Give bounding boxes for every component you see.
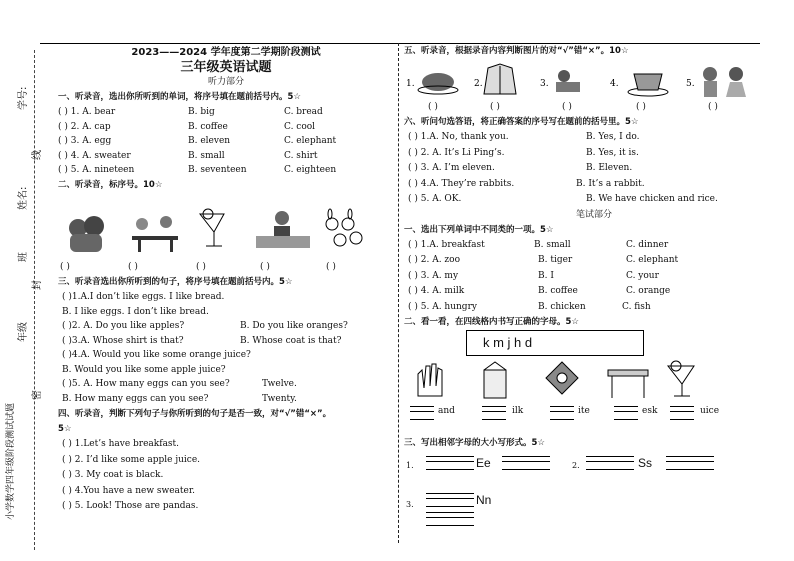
s1-row: ( ) 2. A. cap B. coffee C. cool xyxy=(58,121,316,132)
rabbits-icon xyxy=(326,209,362,246)
written-label: 笔试部分 xyxy=(575,209,612,220)
w1-row: ( ) 3. A. my B. I C. your xyxy=(408,270,659,281)
juice-icon xyxy=(668,361,694,396)
s5-num-3: 3. xyxy=(540,79,549,89)
s4-line: ( ) 3. My coat is black. xyxy=(62,470,164,480)
s3-line: ( )2. A. Do you like apples? B. Do you like oranges? xyxy=(62,321,348,331)
s4-line: ( ) 5. Look! Those are pandas. xyxy=(62,501,199,511)
s5-answer-3[interactable]: ( ) xyxy=(562,102,572,112)
s1-row: ( ) 1. A. bear B. big C. bread xyxy=(58,107,323,117)
w3-line-3b[interactable] xyxy=(426,512,474,526)
w2-suffix-2: ilk xyxy=(512,406,524,416)
column-divider xyxy=(398,43,399,543)
s6-row: ( ) 5. A. OK. B. We have chicken and rice. xyxy=(408,194,718,204)
s6-row: ( ) 4.A. They’re rabbits. B. It’s a rabbit. xyxy=(408,178,645,189)
s2-answer-1[interactable]: ( ) xyxy=(60,262,70,272)
w3-line-1a[interactable] xyxy=(426,456,474,470)
milk-carton-icon xyxy=(484,362,506,398)
w3-letters-1: Ee xyxy=(476,456,491,470)
s1-row: ( ) 3. A. egg B. eleven C. elephant xyxy=(58,136,337,146)
s2-answer-3[interactable]: ( ) xyxy=(196,262,206,272)
w2-write-line-2[interactable] xyxy=(482,406,506,420)
s6-row: ( ) 2. A. It’s Li Ping’s. B. Yes, it is. xyxy=(408,147,639,158)
section5-heading: 五、听录音，根据录音内容判断图片的对“√”错“×”。10☆ xyxy=(404,46,629,56)
s5-num-5: 5. xyxy=(686,79,695,89)
w3-line-2a[interactable] xyxy=(586,456,634,470)
section6-heading: 六、听问句选答语，将正确答案的序号写在题前的括号里。5☆ xyxy=(404,117,639,127)
breakfast-table-icon xyxy=(132,216,178,252)
left-column xyxy=(58,46,394,193)
w2-write-line-3[interactable] xyxy=(550,406,574,420)
kids-icon xyxy=(556,70,580,92)
exam-subtitle: 三年级英语试题 xyxy=(180,60,272,75)
w3-num-1: 1. xyxy=(406,461,414,470)
s5-answer-2[interactable]: ( ) xyxy=(490,102,500,112)
s5-num-2: 2. xyxy=(474,79,483,89)
binding-margin xyxy=(0,0,43,561)
listening-label: 听力部分 xyxy=(207,77,244,87)
w3-line-1b[interactable] xyxy=(502,456,550,470)
w1-row: ( ) 4. A. milk B. coffee C. orange xyxy=(408,286,671,296)
s2-answer-5[interactable]: ( ) xyxy=(326,262,336,272)
section1-rows xyxy=(58,105,394,178)
s5-answer-1[interactable]: ( ) xyxy=(428,102,438,112)
class-label: 班 xyxy=(18,252,29,262)
w2-write-line-4[interactable] xyxy=(614,406,638,420)
s6-row: ( ) 1.A. No, thank you. B. Yes, I do. xyxy=(408,132,640,142)
w2-suffix-4: esk xyxy=(642,406,658,416)
s3-line: B. Would you like some apple juice? xyxy=(62,364,226,375)
w3-letters-3: Nn xyxy=(476,493,492,507)
grade-label: 年级 xyxy=(18,322,29,342)
section4-score: 5☆ xyxy=(58,424,72,434)
s3-line: B. How many eggs can you see? Twenty. xyxy=(62,393,297,404)
s3-line: ( )3.A. Whose shirt is that? B. Whose coat is that? xyxy=(62,335,342,346)
w3-line-2b[interactable] xyxy=(666,456,714,470)
seal-mark-2: 密 xyxy=(32,390,43,400)
section6 xyxy=(404,115,784,330)
coffee-cup-icon xyxy=(628,74,668,96)
boy-girl-icon xyxy=(703,67,746,97)
s1-row: ( ) 5. A. nineteen B. seventeen C. eighteen xyxy=(58,165,337,175)
w3-letters-2: Ss xyxy=(638,456,653,470)
exam-title: 2023——2024 学年度第二学期阶段测试 xyxy=(131,47,321,58)
w2-suffix-3: ite xyxy=(578,406,590,416)
juice-glass-icon xyxy=(200,209,224,246)
s5-num-1: 1. xyxy=(406,79,415,89)
letter-box: k m j h d xyxy=(466,330,644,356)
s5-num-4: 4. xyxy=(610,79,619,89)
w2-write-line-1[interactable] xyxy=(410,406,434,420)
w1-row: ( ) 5. A. hungry B. chicken C. fish xyxy=(408,301,651,312)
boy-icon xyxy=(256,211,310,248)
w3-heading: 三、写出相邻字母的大小写形式。5☆ xyxy=(404,438,546,448)
subject-caption: 小学数学四年级阶段测试试题 xyxy=(6,402,16,520)
bears-icon xyxy=(69,216,104,252)
s3-line: B. I like eggs. I don’t like bread. xyxy=(62,306,209,317)
jacket-icon xyxy=(484,64,516,94)
w3-num-3: 3. xyxy=(406,500,414,509)
seal-line xyxy=(34,50,35,550)
s5-answer-4[interactable]: ( ) xyxy=(636,102,646,112)
w1-heading: 一、选出下列单词中不同类的一项。5☆ xyxy=(404,224,554,235)
seal-mark: 封 xyxy=(32,280,43,290)
section4-heading: 四、听录音，判断下列句子与你所听到的句子是否一致，对“√”错“×”。 xyxy=(58,409,332,419)
w1-row: ( ) 1.A. breakfast B. small C. dinner xyxy=(408,239,669,250)
kite-icon xyxy=(546,362,578,394)
desk-icon xyxy=(608,370,648,398)
w1-row: ( ) 2. A. zoo B. tiger C. elephant xyxy=(408,255,679,265)
section3-heading: 三、听录音选出你所听到的句子，将序号填在题前括号内。5☆ xyxy=(58,277,293,287)
w3-num-2: 2. xyxy=(572,461,580,470)
student-id-label: 学号: xyxy=(18,86,29,110)
w2-suffix-1: and xyxy=(438,406,455,416)
s2-answer-4[interactable]: ( ) xyxy=(260,262,270,272)
section5 xyxy=(404,44,784,59)
section5-pictures xyxy=(404,62,774,100)
s4-line: ( ) 2. I’d like some apple juice. xyxy=(62,454,201,465)
s3-line: ( )4.A. Would you like some orange juice? xyxy=(62,350,251,360)
section2-pictures xyxy=(60,206,390,256)
s6-row: ( ) 3. A. I’m eleven. B. Eleven. xyxy=(408,163,633,173)
w2-pictures xyxy=(412,360,712,402)
s2-answer-2[interactable]: ( ) xyxy=(128,262,138,272)
w2-heading: 二、看一看，在四线格内书写正确的字母。5☆ xyxy=(404,317,580,327)
s4-line: ( ) 4.You have a new sweater. xyxy=(62,485,196,496)
section3 xyxy=(58,275,394,515)
roast-chicken-icon xyxy=(418,73,458,94)
w2-suffix-5: uice xyxy=(700,406,720,416)
s3-line: ( )5. A. How many eggs can you see? Twelve. xyxy=(62,379,297,389)
s1-row: ( ) 4. A. sweater B. small C. shirt xyxy=(58,150,318,161)
line-mark: 线 xyxy=(32,150,43,160)
s4-line: ( ) 1.Let’s have breakfast. xyxy=(62,439,180,449)
s3-line: ( )1.A.I don’t like eggs. I like bread. xyxy=(62,292,225,302)
s5-answer-5[interactable]: ( ) xyxy=(708,102,718,112)
hand-icon xyxy=(418,364,442,396)
w2-write-line-5[interactable] xyxy=(670,406,694,420)
section1-heading: 一、听录音，选出你所听到的单词，将序号填在题前括号内。5☆ xyxy=(58,92,302,102)
section2-heading: 二、听录音，标序号。10☆ xyxy=(58,179,163,190)
name-label: 姓名: xyxy=(18,186,29,210)
w3-line-3a[interactable] xyxy=(426,493,474,507)
